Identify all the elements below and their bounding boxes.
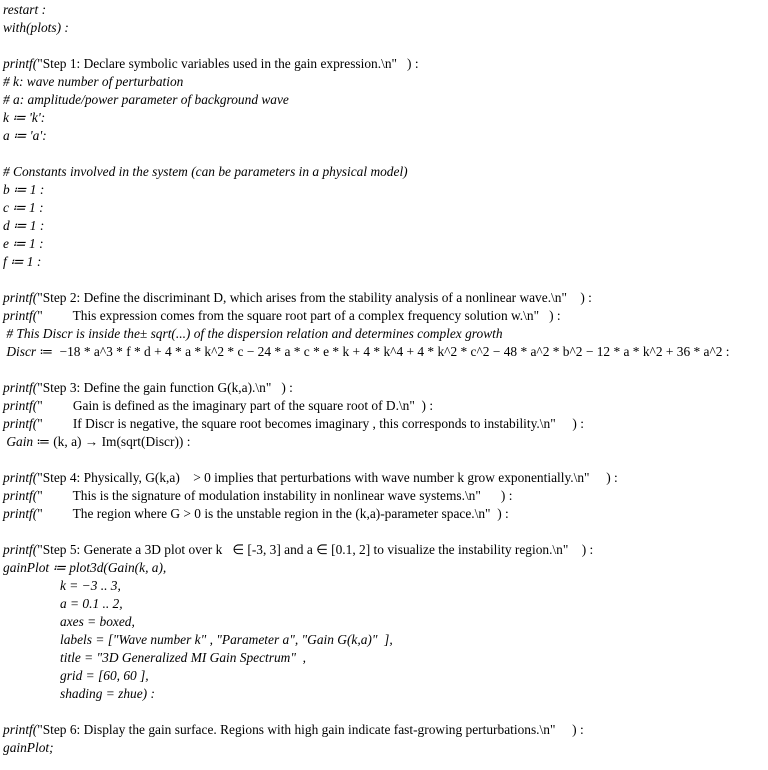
step4-printf-b[interactable] <box>3 487 512 505</box>
printf-end: ) : <box>271 380 293 395</box>
restart-command[interactable]: restart : <box>3 2 47 17</box>
gain-name: Gain <box>3 434 34 449</box>
printf-string: "Step 4: Physically, G(k,a) > 0 implies that perturbations with wave number k grow exponentially.\n" <box>37 470 590 485</box>
d-assignment[interactable]: d ≔ 1 : <box>3 218 45 233</box>
printf-end: ) : <box>589 470 618 485</box>
gain-expression: ≔ (k, a) → Im(sqrt(Discr)) : <box>33 434 191 449</box>
printf-end: ) : <box>490 506 509 521</box>
printf-end: ) : <box>539 308 561 323</box>
f-assignment[interactable]: f ≔ 1 : <box>3 254 42 269</box>
printf-keyword: printf( <box>3 308 38 323</box>
printf-keyword: printf( <box>3 380 38 395</box>
printf-keyword: printf( <box>3 506 38 521</box>
gain-assignment[interactable] <box>3 433 190 451</box>
e-assignment[interactable]: e ≔ 1 : <box>3 236 44 251</box>
printf-keyword: printf( <box>3 56 38 71</box>
printf-keyword: printf( <box>3 722 38 737</box>
step4-printf-a[interactable] <box>3 469 618 487</box>
k-assignment[interactable]: k ≔ 'k': <box>3 110 46 125</box>
plot-arg-labels[interactable]: labels = ["Wave number k" , "Parameter a", "Gain G(k,a)" ], <box>60 632 393 647</box>
plot-arg-a[interactable]: a = 0.1 .. 2, <box>60 596 123 611</box>
plot-arg-shading[interactable]: shading = zhue) : <box>60 686 155 701</box>
printf-end: ) : <box>555 722 584 737</box>
discr-name: Discr <box>3 344 37 359</box>
gainplot-assignment[interactable] <box>3 559 166 577</box>
step2-printf-b[interactable] <box>3 307 561 325</box>
step3-printf-c[interactable] <box>3 415 584 433</box>
printf-keyword: printf( <box>3 398 38 413</box>
printf-keyword: printf( <box>3 416 38 431</box>
plot-arg-title[interactable]: title = "3D Generalized MI Gain Spectrum" , <box>60 650 307 665</box>
discr-expression: ≔ −18 * a^3 * f * d + 4 * a * k^2 * c − 24 * a * c * e * k + 4 * k^4 + 4 * k^2 * c^2 − 48 * a^2 * b^2 − 12 * a * k^2 + 36 * a^2 : <box>36 344 730 359</box>
step2-printf-a[interactable] <box>3 289 592 307</box>
printf-string: " Gain is defined as the imaginary part of the square root of D.\n" <box>37 398 415 413</box>
comment-discr[interactable]: # This Discr is inside the± sqrt(...) of the dispersion relation and determines complex growth <box>3 326 503 341</box>
printf-string: "Step 3: Define the gain function G(k,a).\n" <box>37 380 272 395</box>
printf-string: "Step 2: Define the discriminant D, which arises from the stability analysis of a nonlinear wave.\n" <box>37 290 567 305</box>
printf-string: " If Discr is negative, the square root becomes imaginary , this corresponds to instability.\n" <box>37 416 556 431</box>
with-plots-command[interactable]: with(plots) : <box>3 20 69 35</box>
printf-end: ) : <box>555 416 584 431</box>
gainplot-display[interactable]: gainPlot; <box>3 740 54 755</box>
printf-end: ) : <box>568 542 594 557</box>
printf-string: " This expression comes from the square root part of a complex frequency solution w.\n" <box>37 308 540 323</box>
comment-k[interactable]: # k: wave number of perturbation <box>3 74 184 89</box>
printf-keyword: printf( <box>3 470 38 485</box>
step4-printf-c[interactable] <box>3 505 509 523</box>
plot-arg-axes[interactable]: axes = boxed, <box>60 614 135 629</box>
printf-string: "Step 5: Generate a 3D plot over k ∈ [-3, 3] and a ∈ [0.1, 2] to visualize the instability region.\n" <box>37 542 569 557</box>
c-assignment[interactable]: c ≔ 1 : <box>3 200 44 215</box>
printf-string: "Step 1: Declare symbolic variables used in the gain expression.\n" <box>37 56 397 71</box>
step3-printf-b[interactable] <box>3 397 433 415</box>
printf-keyword: printf( <box>3 542 38 557</box>
printf-end: ) : <box>480 488 513 503</box>
plot-arg-k[interactable]: k = −3 .. 3, <box>60 578 121 593</box>
step1-printf[interactable] <box>3 55 419 73</box>
b-assignment[interactable]: b ≔ 1 : <box>3 182 45 197</box>
gainplot-expression: ≔ plot3d(Gain(k, a), <box>49 560 167 575</box>
printf-end: ) : <box>566 290 592 305</box>
step6-printf[interactable] <box>3 721 584 739</box>
comment-a[interactable]: # a: amplitude/power parameter of background wave <box>3 92 289 107</box>
a-assignment[interactable]: a ≔ 'a': <box>3 128 47 143</box>
printf-end: ) : <box>414 398 434 413</box>
printf-keyword: printf( <box>3 488 38 503</box>
printf-string: "Step 6: Display the gain surface. Regions with high gain indicate fast-growing perturbations.\n" <box>37 722 556 737</box>
discr-assignment[interactable] <box>3 343 730 361</box>
step5-printf[interactable] <box>3 541 593 559</box>
printf-string: " This is the signature of modulation instability in nonlinear wave systems.\n" <box>37 488 481 503</box>
printf-end: ) : <box>396 56 419 71</box>
printf-string: " The region where G > 0 is the unstable region in the (k,a)-parameter space.\n" <box>37 506 491 521</box>
comment-constants[interactable]: # Constants involved in the system (can be parameters in a physical model) <box>3 164 408 179</box>
step3-printf-a[interactable] <box>3 379 293 397</box>
gainplot-name: gainPlot <box>3 560 50 575</box>
plot-arg-grid[interactable]: grid = [60, 60 ], <box>60 668 149 683</box>
printf-keyword: printf( <box>3 290 38 305</box>
